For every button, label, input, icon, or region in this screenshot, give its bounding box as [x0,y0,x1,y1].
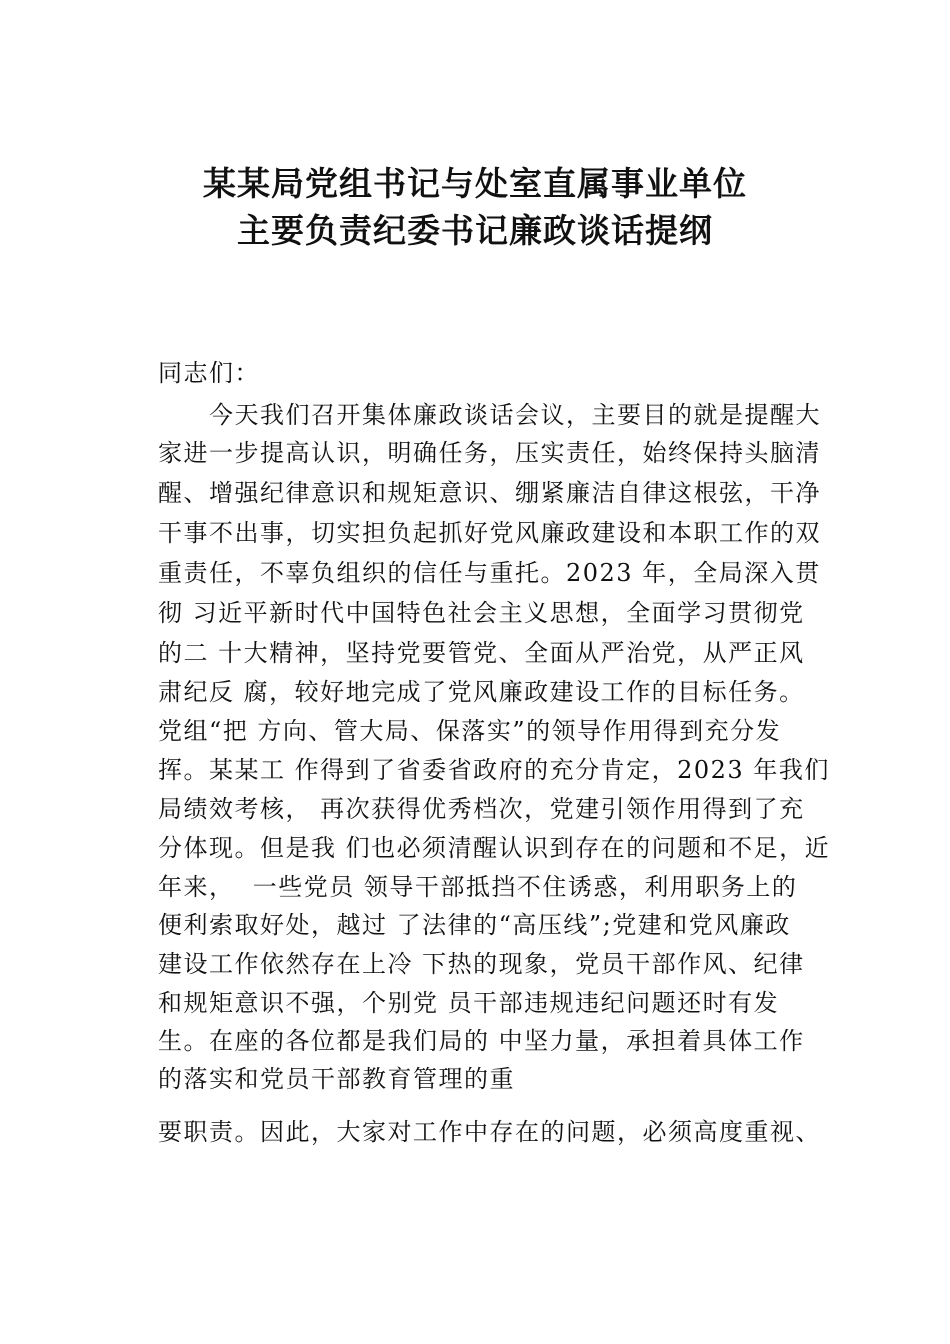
body-line: 分体现。但是我 们也必须清醒认识到存在的问题和不足，近 [158,834,831,862]
body-line: 彻 习近平新时代中国特色社会主义思想，全面学习贯彻党 [158,599,805,627]
body-line: 醒、增强纪律意识和规矩意识、绷紧廉洁自律这根弦，干净 [158,479,821,507]
body-line: 便利索取好处，越过 了法律的“高压线”;党建和党风廉政 [158,911,791,939]
body-line: 生。在座的各位都是我们局的 中坚力量，承担着具体工作 [158,1027,805,1055]
body-line: 今天我们召开集体廉政谈话会议，主要目的就是提醒大 [158,401,821,429]
continuation-line: 要职责。因此，大家对工作中存在的问题，必须高度重视、 [158,1118,821,1146]
body-line: 建设工作依然存在上冷 下热的现象，党员干部作风、纪律 [158,950,805,978]
document-title-line-2: 主要负责纪委书记廉政谈话提纲 [237,211,713,250]
body-line: 党组“把 方向、管大局、保落实”的领导作用得到充分发 [158,717,782,745]
body-line: 挥。某某工 作得到了省委省政府的充分肯定，2023 年我们 [158,756,830,784]
document-title-line-1: 某某局党组书记与处室直属事业单位 [203,164,747,203]
body-line: 干事不出事，切实担负起抓好党风廉政建设和本职工作的双 [158,519,821,547]
body-line: 局绩效考核， 再次获得优秀档次，党建引领作用得到了充 [158,795,805,823]
body-line: 的落实和党员干部教育管理的重 [158,1065,515,1093]
body-line: 家进一步提高认识，明确任务，压实责任，始终保持头脑清 [158,439,821,467]
body-line: 肃纪反 腐，较好地完成了党风廉政建设工作的目标任务。 [158,678,805,706]
body-line: 的二 十大精神，坚持党要管党、全面从严治党，从严正风 [158,639,805,667]
body-line: 年来， 一些党员 领导干部抵挡不住诱惑，利用职务上的 [158,873,798,901]
salutation: 同志们： [158,359,260,387]
body-line: 重责任，不辜负组织的信任与重托。2023 年，全局深入贯 [158,559,821,587]
body-line: 和规矩意识不强，个别党 员干部违规违纪问题还时有发 [158,989,780,1017]
